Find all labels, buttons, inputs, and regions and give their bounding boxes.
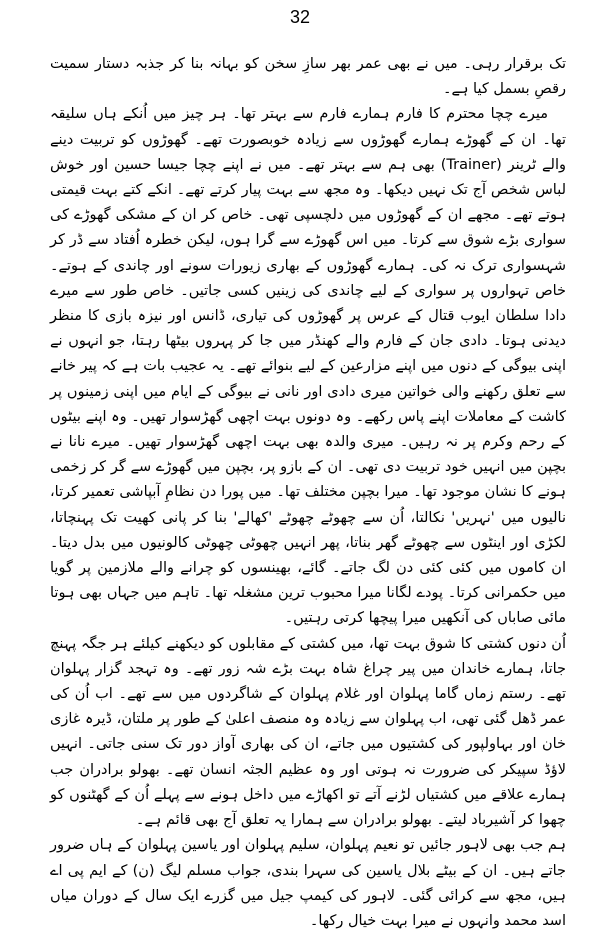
paragraph: تک برقرار رہی۔ میں نے بھی عمر بھر سازِ سخن کو بہانہ بنا کر جذبہ دستار سمیت رقصِ بسمل کیا ہے۔ [50, 56, 566, 98]
urdu-body-text [50, 52, 566, 934]
page-number: 32 [289, 7, 311, 27]
paragraph: میرے چچا محترم کا فارم ہمارے فارم سے بہتر تھا۔ ہر چیز میں اُنکے ہاں سلیقہ تھا۔ ان کے گھوڑے ہمارے گھوڑوں سے زیادہ خوبصورت تھے۔ گھوڑوں کو تربیت دینے والے ٹرینر (Trainer) بھی ہم سے بہتر تھے۔ میں نے اپنے چچا جیسا حسین اور خوش لباس شخص آج تک نہیں دیکھا۔ وہ مجھ سے بہت پیار کرتے تھے۔ انکے کتے بہت قیمتی ہوتے تھے۔ مجھے ان کے گھوڑوں میں دلچسپی تھی۔ خاص کر ان کے مشکی گھوڑے کی سواری بڑے شوق سے کرتا۔ میں اس گھوڑے سے گرا ہوں، لیکن خطرہ اُفتاد سے ڈر کر شہسواری ترک نہ کی۔ ہمارے گھوڑوں کے بھاری زیورات سونے اور چاندی کے ہوتے۔ خاص تہواروں پر سواری کے لیے چاندی کی زینیں کسی جاتیں۔ خاص طور سے میرے دادا سلطان ایوب قتال کے عرس پر گھوڑوں کی تیاری، ڈانس اور نیزہ بازی کا منظر دیدنی ہوتا۔ دادی جان کے فارم والے کھنڈر میں جا کر پہروں بیٹھا رہتا، جو انہوں نے اپنی بیوگی کے دنوں میں اپنے مزارعین کے لیے بنوائے تھے۔ یہ عجیب بات ہے کہ پیر خانے سے تعلق رکھنے والی خواتین میری دادی اور نانی نے بیوگی کے ایام میں اپنی زمینوں پر کاشت کے معاملات اپنے پاس رکھے۔ وہ دونوں بہت اچھی گھڑسوار تھیں۔ وہ اپنے بیٹوں کے رحم وکرم پر نہ رہیں۔ میری والدہ بھی بہت اچھی گھڑسوار تھیں۔ میرے نانا نے بچپن میں انہیں خود تربیت دی تھی۔ ان کے بازو پر، بچپن میں گھوڑے سے گر کر زخمی ہونے کا نشان موجود تھا۔ میرا بچپن مختلف تھا۔ میں پورا دن نظامِ آبپاشی تعمیر کرتا، نالیوں میں 'نہریں' نکالتا، اُن سے چھوٹے چھوٹے 'کھالے' بنا کر پانی کھیت تک پہنچاتا، لکڑی اور اینٹوں سے چھوٹے گھر بناتا، پھر انہیں چھوٹی چھوٹی کالونیوں میں بدل دیتا۔ ان کاموں میں کئی کئی دن لگ جاتے۔ گائے، بھینسوں کو چرانے والے ملازمین پر گویا میں حکمرانی کرتا۔ پودے لگانا میرا محبوب ترین مشغلہ تھا۔ تاہم میں جہاں بھی ہوتا مائی صاباں کی آنکھیں میرا پیچھا کرتی رہتیں۔ [50, 106, 566, 627]
paragraph: اُن دنوں کشتی کا شوق بہت تھا، میں کشتی کے مقابلوں کو دیکھنے کیلئے ہر جگہ پہنچ جاتا، ہمارے خاندان میں پیر چراغ شاہ بہت بڑے شہ زور تھے۔ وہ تہجد گزار پہلوان تھے۔ رستم زماں گاما پہلوان اور غلام پہلوان کے شاگردوں میں سے تھے۔ اب اُن کی عمر ڈھل گئی تھی، اب پہلوان سے زیادہ وہ منصف اعلیٰ کے طور پر ملتان، ڈیرہ غازی خان اور بہاولپور کی کشتیوں میں جاتے، ان کی بھاری آواز دور تک سنی جاتی۔ انہیں لاؤڈ سپیکر کی ضرورت نہ ہوتی اور وہ عظیم الجثہ انسان تھے۔ بھولو برادران جب ہمارے علاقے میں کشتیاں لڑنے آتے تو اکھاڑے میں داخل ہونے سے پہلے اُن کے گھٹنوں کو چھوا کر آشیرباد لیتے۔ بھولو برادران سے ہمارا یہ تعلق آج بھی قائم ہے۔ [50, 635, 566, 829]
paragraph: ہم جب بھی لاہور جائیں تو نعیم پہلوان، سلیم پہلوان اور یاسین پہلوان کے ہاں ضرور جاتے ہیں۔ ان کے بیٹے بلال یاسین کی سہرا بندی، جواب مسلم لیگ (ن) کے ایم پی اے ہیں، مجھ سے کرائی گئی۔ لاہور کی کیمپ جیل میں گزرے ایک سال کے دوران میاں اسد محمد وانہوں نے میرا بہت خیال رکھا۔ [50, 837, 566, 929]
